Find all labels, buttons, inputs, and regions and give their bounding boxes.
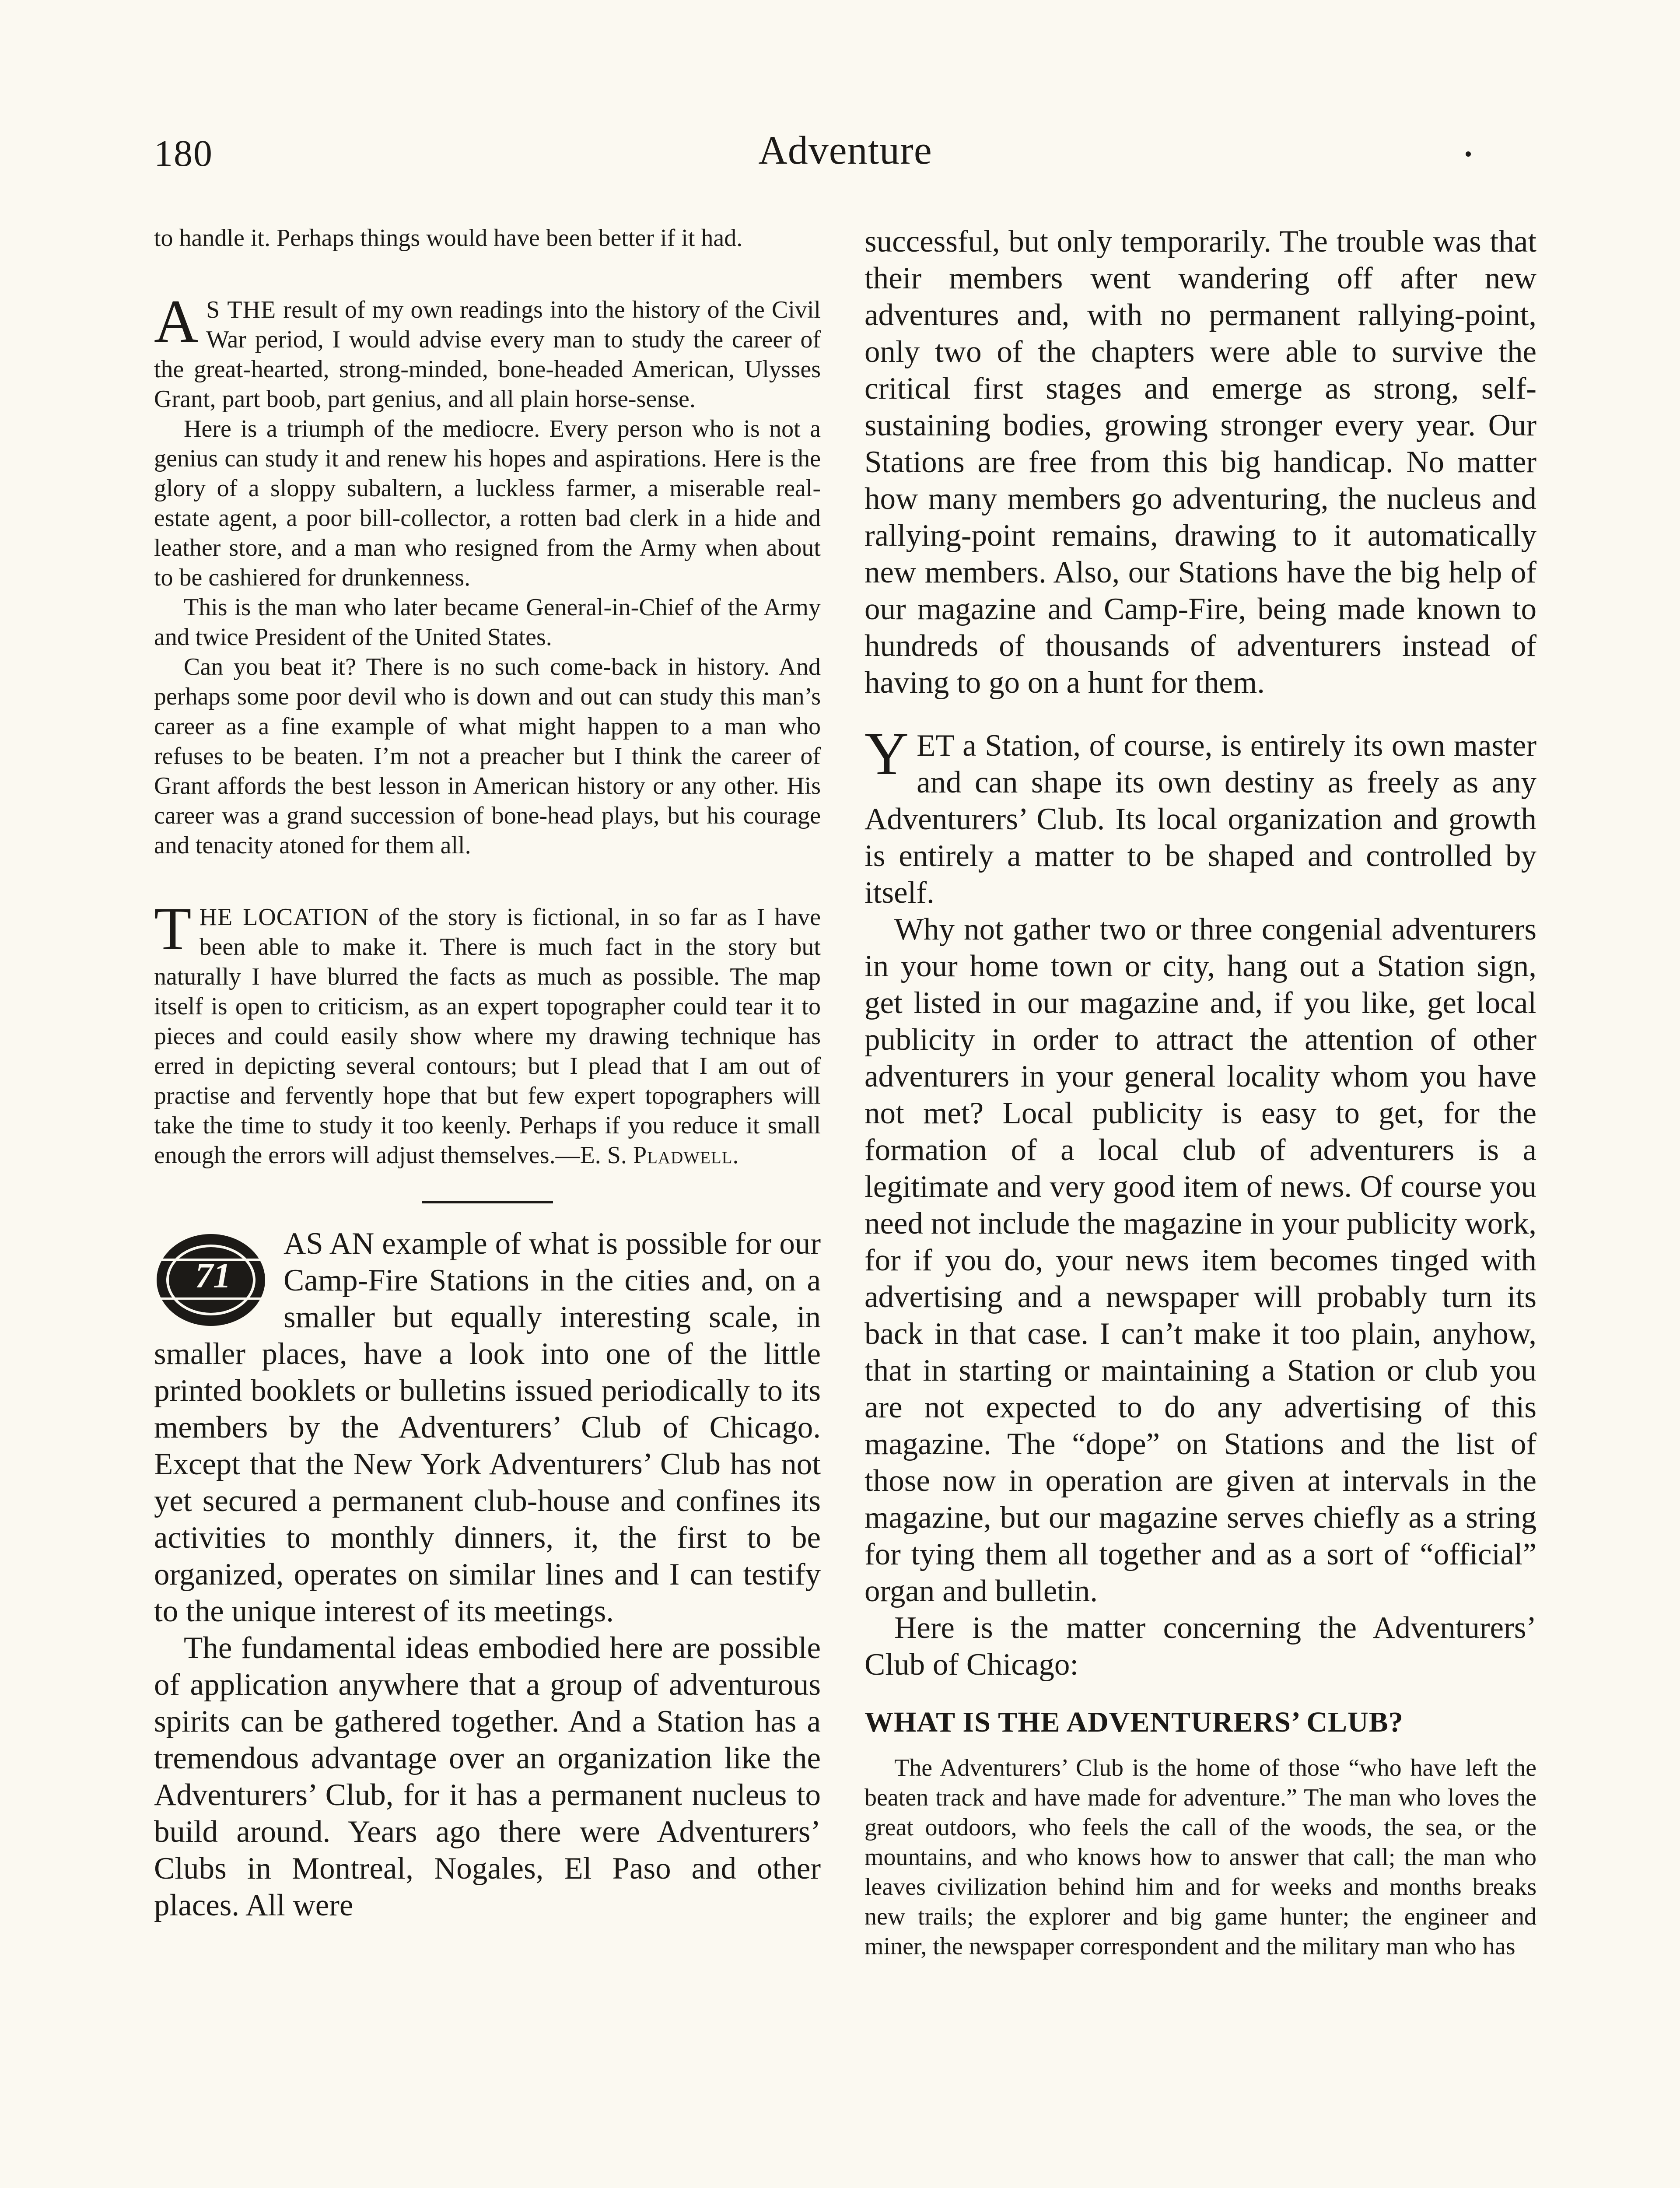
paragraph: Here is the matter concerning the Adventurers’ Club of Chicago:	[864, 1611, 1536, 1682]
paragraph-camp-fire	[154, 1225, 821, 1630]
paragraph: Here is a triumph of the mediocre. Every person who is not a genius can study it and renew his hopes and aspirations. Here is the glory of a sloppy subaltern, a luckless farmer, a miserable real-estate agent, a poor bill-collector, a rotten bad clerk in a hide and leather store, and a man who resigned from the Army when about to be cashiered for drunkenness.	[154, 415, 821, 591]
paragraph: The fundamental ideas embodied here are possible of application anywhere that a group of adventurous spirits can be gathered together. And a Station has a tremendous advantage over an organization like the Adventurers’ Club, for it has a permanent nucleus to build around. Years ago there were Adventurers’ Clubs in Montreal, Nogales, El Paso and other places. All were	[154, 1631, 821, 1922]
author-signature: Pladwell.	[633, 1142, 739, 1169]
camp-fire-badge-icon	[154, 1230, 272, 1330]
badge-number: 71	[195, 1255, 231, 1295]
left-column	[154, 223, 821, 1924]
lead-in: HE LOCATION	[199, 904, 369, 931]
paragraph: This is the man who later became General-in-Chief of the Army and twice President of the United States.	[154, 594, 821, 651]
running-title: Adventure	[758, 128, 932, 172]
lead-in: ET	[917, 729, 954, 763]
section-divider	[422, 1201, 553, 1203]
right-column	[864, 223, 1536, 1961]
drop-cap: Y	[864, 720, 909, 788]
drop-cap: T	[154, 895, 192, 963]
paragraph-text: result of my own readings into the history of the Civil War period, I would advise every man to study the career of the great-hearted, strong-minded, bone-headed American, Ulysses Grant, part boob, part genius, and all plain horse-sense.	[154, 296, 821, 413]
drop-cap: A	[154, 288, 199, 355]
paragraph: Can you beat it? There is no such come-back in history. And perhaps some poor devil who is down and out can study this man’s career as a fine example of what might happen to a man who refuses to be beaten. I’m not a preacher but I think the career of Grant affords the best lesson in American history or any other. His career was a grand succession of bone-head plays, but his courage and tenacity atoned for them all.	[154, 653, 821, 859]
paragraph-station	[864, 720, 1536, 911]
paragraph-text: of the story is fictional, in so far as I have been able to make it. There is much fact in the story but naturally I have blurred the facts as much as possible. The map itself is open to criticism, as an expert topographer could tear it to pieces and could easily show where my drawing technique has erred in depicting several contours; but I plead that I am out of practise and fervently hope that but few expert topographers will take the time to study it too keenly. Perhaps if you reduce it small enough the errors will adjust themselves.—E. S.	[154, 904, 821, 1169]
paragraph-grant	[154, 288, 821, 414]
paragraph-text: a Station, of course, is entirely its own master and can shape its own destiny as freely as any Adventurers’ Club. Its local organization and growth is entirely a matter to be shaped and controlled by itself.	[864, 729, 1536, 910]
page-number: 180	[154, 132, 213, 174]
paragraph: to handle it. Perhaps things would have been better if it had.	[154, 224, 743, 252]
paragraph: Why not gather two or three congenial adventurers in your home town or city, hang out a Station sign, get listed in our magazine and, if you like, get local publicity in order to attract the attention of other adventurers in your general locality whom you have not met? Local publicity is easy to get, for the formation of a local club of adventurers is a legitimate and very good item of news. Of course you need not include the magazine in your publicity work, for if you do, your news item becomes tinged with advertising and a newspaper will probably turn its back in that case. I can’t make it too plain, anyhow, that in starting or maintaining a Station or club you are not expected to do any advertising of this magazine. The “dope” on Stations and the list of those now in operation are given at intervals in the magazine, but our magazine serves chiefly as a string for tying them all together and as a sort of “official” organ and bulletin.	[864, 912, 1536, 1608]
page-header	[154, 127, 1536, 188]
paragraph: The Adventurers’ Club is the home of those “who have left the beaten track and have made for adventure.” The man who loves the great outdoors, who feels the call of the woods, the sea, or the mountains, and who knows how to answer that call; the man who leaves civilization behind him and for weeks and months breaks new trails; the explorer and big game hunter; the engineer and miner, the newspaper correspondent and the military man who has	[864, 1754, 1536, 1960]
header-dot	[1466, 151, 1471, 157]
paragraph-text: AS AN example of what is possible for our Camp-Fire Stations in the cities and, on a smaller but equally interesting scale, in smaller places, have a look into one of the little printed booklets or bulletins issued periodically to its members by the Adventurers’ Club of Chicago. Except that the New York Adventurers’ Club has not yet secured a permanent club-house and confines its activities to monthly dinners, it, the first to be organized, operates on similar lines and I can testify to the unique interest of its meetings.	[154, 1227, 821, 1628]
lead-in: S THE	[206, 296, 276, 323]
section-heading: WHAT IS THE ADVENTURERS’ CLUB?	[864, 1706, 1404, 1738]
paragraph-location	[154, 895, 821, 1170]
paragraph: successful, but only temporarily. The trouble was that their members went wandering off after new adventures and, with no permanent rallying-point, only two of the chapters were able to survive the critical first stages and emerge as strong, self-sustaining bodies, growing stronger every year. Our Stations are free from this big handicap. No matter how many members go adventuring, the nucleus and rallying-point remains, drawing to it automatically new members. Also, our Stations have the big help of our magazine and Camp-Fire, being made known to hundreds of thousands of adventurers instead of having to go on a hunt for them.	[864, 224, 1536, 700]
